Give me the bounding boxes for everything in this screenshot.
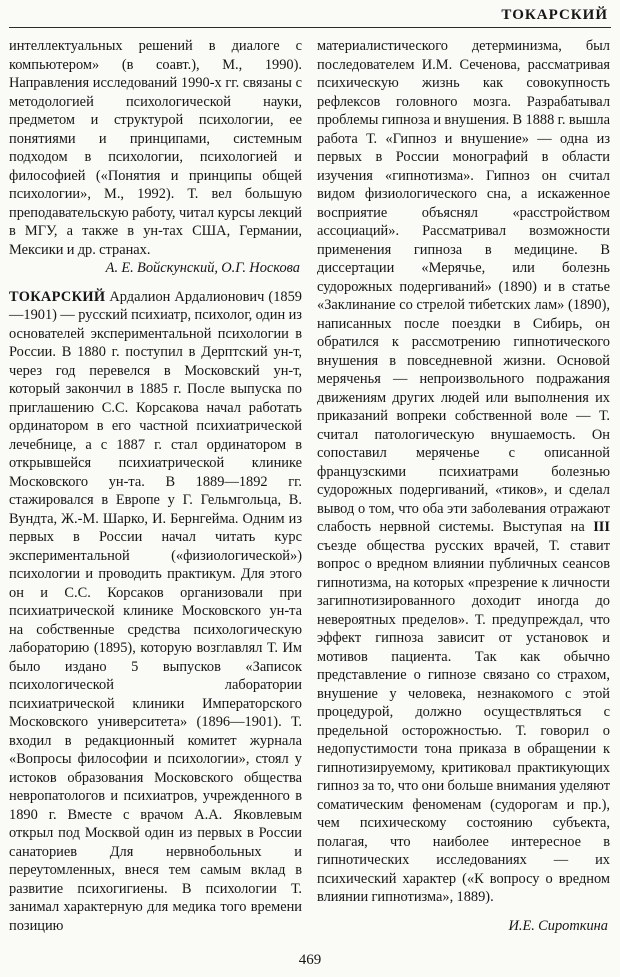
- text-columns: [9, 37, 611, 935]
- right-column: [317, 37, 610, 935]
- entry-continuation-paragraph: [317, 37, 610, 907]
- previous-entry-continuation: интеллектуальных решений в диалоге с компьютером» (в соавт.), М., 1990). Направления исследований 1990-х гг. связаны с методологией психологической науки, предметом и структурой психологии, ее понятиями и принципами, системным подходом в психологии, психологией и философией («Понятия и принципы общей психологии», М., 1992). Т. вел большую преподавательскую работу, читал курсы лекций в МГУ, а также в ун-тах США, Германии, Мексики и др. странах.: [9, 38, 302, 258]
- header-rule: [9, 27, 611, 28]
- entry-body-part1: материалистического детерминизма, был последователем И.М. Сеченова, рассматривая психическую жизнь как совокупность рефлексов головного мозга. Разрабатывал проблемы гипноза и внушения. В 1888 г. вышла работа Т. «Гипноз и внушение» — одна из первых в России монографий в области изучения «гипнотизма». Гипноз он считал видом физиологического сна, а искаженное восприятие объяснял «расстройством ассоциаций». Рассматривал возможности применения гипноза в медицине. В диссертации «Мерячье, или болезнь судорожных подергиваний» (1890) и в статье «Заклинание со стрелой тибетских лам» (1890), написанных после поездки в Сибирь, он обратился к рассмотрению гипнотического внушения в повседневной жизни. Основой меряченья — непроизвольного подражания движениям других людей или выполнения их приказаний вопреки собственной воле — Т. считал патологическую внушаемость. Он сопоставил меряченье с описанной французскими психиатрами болезнью судорожных подергиваний, «тиков», и сделал вывод о том, что оба эти заболевания отражают слабость нервной системы. Выступая на: [317, 38, 610, 535]
- author-byline-right: И.Е. Сироткина: [508, 917, 608, 934]
- entry-headword: ТОКАРСКИЙ: [9, 288, 106, 305]
- entry-body-text: Ардалион Ардалионович (1859—1901) — русский психиатр, психолог, один из основателей экспериментальной психологии в России. В 1880 г. поступил в Дерптский ун-т, через год перевелся в Московский ун-т, который закончил в 1885 г. После выпуска по приглашению С.С. Корсакова начал работать ординатором в его частной психиатрической лечебнице, а с 1887 г. стал ординатором в открывшейся психиатрической клинике Московского ун-та. В 1889—1892 гг. стажировался в Европе у Г. Гельмгольца, В. Вундта, Ж.-М. Шарко, И. Бернгейма. Одним из первых в России начал читать курс экспериментальной («физиологической») психологии и проводить практикум. Для этого он и С.С. Корсаков организовали при психиатрической клинике Московского ун-та на собственные средства психологическую лабораторию (1895), которую возглавлял Т. Им было издано 5 выпусков «Записок психологической лаборатории психиатрической клиники Императорского Московского университета» (1896—1901). Т. входил в редакционный комитет журнала «Вопросы философии и психологии», стоял у истоков образования Московского общества невропатологов и психиатров, учрежденного в 1890 г. Вместе с врачом А.А. Яковлевым открыл под Москвой один из первых в России санаториев Для нервнобольных и переутомленных, внеся тем самым вклад в развитие психогигиены. В психологии Т. занимал характерную для медика того времени позицию: [9, 288, 302, 934]
- authors-byline-left: А. Е. Войскунский, О.Г. Носкова: [105, 260, 300, 276]
- entry-body-part2: съезде общества русских врачей, Т. ставит вопрос о вредном влиянии публичных сеансов гипнотизма, на которых «презрение к личности загипнотизированного доходит иногда до невероятных пределов». Т. предупреждал, что эффект гипноза зависит от установок и мотивов пациента. Так как обычно представление о гипнозе связано со страхом, внушение у человека, незнакомого с этой процедурой, должно осуществляться с предельной осторожностью. Т. говорил о недопустимости тона приказа в обращении к гипнотизируемому, критиковал практикующих гипноз за то, что они больше внимания уделяют соматическим феноменам (судорогам и пр.), чем психическому состоянию субъекта, полагая, что наиболее интересное в гипнотических исследованиях — их психический характер («К вопросу о вредном влиянии гипнотизма», 1889).: [317, 537, 610, 905]
- left-column: [9, 37, 302, 935]
- entry-paragraph: [9, 288, 302, 936]
- running-header: ТОКАРСКИЙ: [501, 7, 608, 23]
- roman-numeral-III: III: [593, 519, 610, 535]
- page-number: 469: [298, 952, 322, 968]
